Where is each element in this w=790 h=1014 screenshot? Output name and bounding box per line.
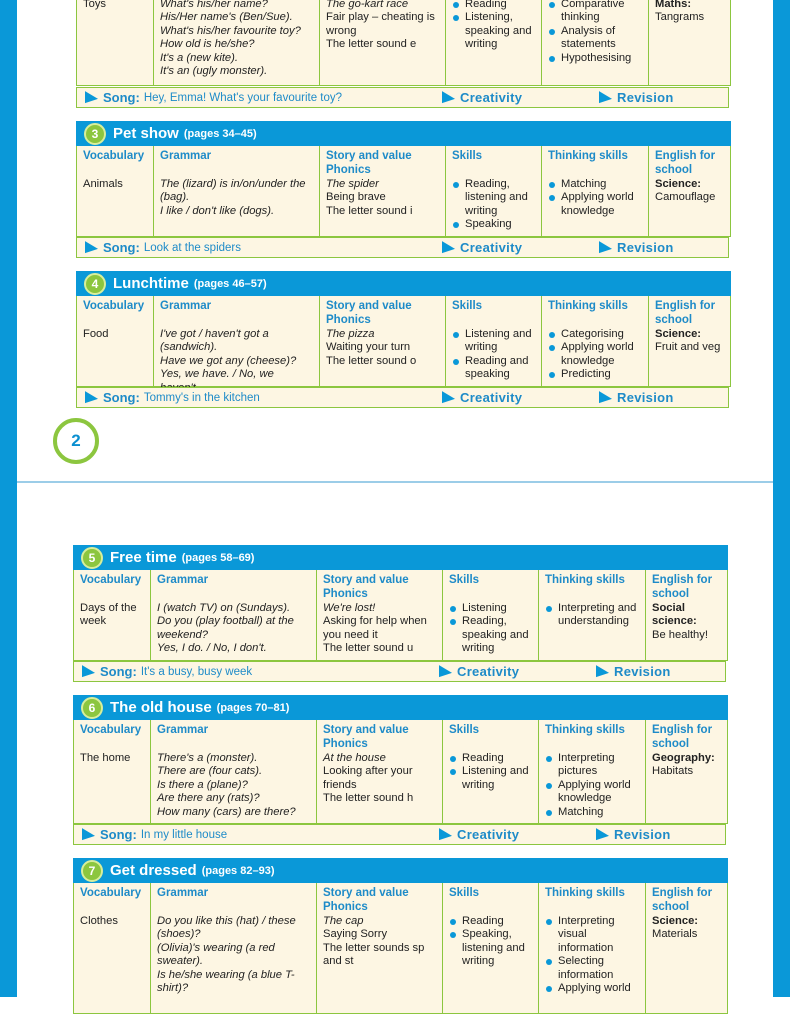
school-cell — [646, 883, 727, 1013]
thinking-cell — [539, 883, 646, 1013]
skill-list — [449, 602, 533, 656]
song-link[interactable] — [85, 240, 241, 255]
thinking-skill-item: Matching — [545, 806, 640, 819]
thinking-cell — [542, 0, 649, 85]
skill-item: Reading, speaking and writing — [449, 615, 533, 655]
story-cell — [320, 296, 446, 397]
story-line: Being brave — [326, 191, 386, 204]
school-subject: Maths: — [655, 0, 692, 10]
skill-item: Listening, speaking and writing — [452, 11, 536, 51]
flag-icon — [85, 241, 98, 255]
column-header-vocabulary: Vocabulary — [80, 574, 142, 586]
song-link[interactable] — [85, 90, 342, 105]
unit-title: Get dressed — [110, 862, 197, 879]
grammar-line: It's an (ugly monster). — [160, 65, 268, 78]
school-subject: Science: — [655, 178, 702, 190]
revision-label: Revision — [617, 240, 674, 255]
column-header-thinking: Thinking skills — [545, 724, 625, 736]
school-cell — [649, 0, 730, 85]
song-label: Song: — [103, 90, 140, 105]
column-header-thinking: Thinking skills — [548, 300, 628, 312]
grammar-line: Yes, we have. / No, we — [160, 368, 274, 381]
grammar-line: (Olivia)'s wearing (a red sweater). — [157, 941, 275, 968]
spacer — [157, 588, 311, 602]
school-topic: Camouflage — [655, 191, 716, 204]
grammar-line: There are (four cats). — [157, 765, 263, 778]
grammar-cell — [151, 720, 317, 823]
vocabulary-topic: Animals — [83, 178, 123, 190]
grammar-line: How old is he/she? — [160, 38, 255, 51]
skill-item: Reading — [452, 0, 536, 11]
unit-title: Free time — [110, 549, 177, 566]
unit-title-bar — [73, 858, 728, 883]
story-line: Waiting your turn — [326, 341, 411, 354]
skills-cell — [443, 720, 539, 823]
unit-footer — [73, 824, 726, 845]
vocabulary-cell — [74, 720, 151, 823]
thinking-skill-list — [545, 915, 640, 995]
unit-footer — [76, 237, 729, 258]
thinking-skill-item: Applying world knowledge — [545, 779, 640, 806]
unit-table — [76, 296, 731, 387]
story-line: The letter sound i — [326, 204, 413, 217]
skills-cell — [446, 146, 542, 236]
story-line: Looking after your friends — [323, 765, 413, 791]
column-header-grammar: Grammar — [157, 887, 209, 899]
story-title: The pizza — [326, 328, 375, 340]
column-header-vocabulary: Vocabulary — [83, 150, 145, 162]
column-header-skills: Skills — [449, 574, 480, 586]
story-title: At the house — [323, 752, 386, 764]
unit-title-bar — [73, 545, 728, 570]
unit-number-badge: 7 — [81, 860, 103, 882]
grammar-line: The (lizard) is in/on/under the (bag). — [160, 178, 306, 204]
unit-pages: (pages 58–69) — [181, 551, 255, 564]
column-header-story: Story and value Phonics — [326, 300, 412, 326]
skills-cell — [443, 883, 539, 1013]
thinking-skill-list — [548, 0, 643, 65]
creativity-label: Creativity — [457, 827, 520, 842]
thinking-skill-item: Applying world knowledge — [548, 191, 643, 218]
thinking-skill-item: Interpreting and understanding — [545, 602, 640, 629]
story-line: The letter sounds sp and st — [323, 941, 425, 968]
grammar-line: Yes, I do. / No, I don't. — [157, 642, 267, 655]
thinking-cell — [542, 296, 649, 397]
story-line: Fair play – cheating is wrong — [326, 11, 435, 37]
grammar-cell — [154, 146, 320, 236]
column-header-skills: Skills — [449, 887, 480, 899]
spacer — [83, 314, 148, 328]
story-title: We're lost! — [323, 602, 376, 614]
creativity-label: Creativity — [460, 390, 523, 405]
flag-icon — [85, 91, 98, 105]
school-subject: Science: — [655, 328, 702, 340]
thinking-skill-item: Interpreting pictures — [545, 752, 640, 779]
creativity-link[interactable] — [442, 390, 522, 405]
grammar-line: His/Her name's (Ben/Sue). — [160, 11, 293, 24]
thinking-skill-list — [545, 602, 640, 629]
thinking-cell — [539, 720, 646, 823]
skill-item: Listening and writing — [449, 765, 533, 792]
spacer — [160, 314, 314, 328]
story-line: The letter sound h — [323, 792, 414, 805]
flag-icon — [439, 828, 452, 842]
spacer — [80, 588, 145, 602]
column-header-grammar: Grammar — [157, 724, 209, 736]
school-cell — [649, 146, 730, 236]
skill-item: Reading and speaking — [452, 355, 536, 382]
school-cell — [646, 570, 727, 660]
column-header-thinking: Thinking skills — [545, 887, 625, 899]
unit-table — [76, 146, 731, 237]
grammar-line: Are there any (rats)? — [157, 792, 260, 805]
spacer — [548, 314, 643, 328]
skill-item: Listening and writing — [452, 328, 536, 355]
column-header-school: English for school — [652, 574, 713, 600]
thinking-skill-item: Applying world knowledge — [548, 341, 643, 368]
grammar-line: It's a (new kite). — [160, 51, 238, 64]
flag-icon — [596, 665, 609, 679]
creativity-link[interactable] — [442, 240, 522, 255]
song-link[interactable] — [82, 827, 227, 842]
school-topic: Fruit and veg — [655, 341, 721, 354]
unit-number-badge: 6 — [81, 697, 103, 719]
song-title: In my little house — [140, 828, 228, 841]
thinking-skill-list — [545, 752, 640, 819]
grammar-line: I like / don't like (dogs). — [160, 204, 275, 217]
flag-icon — [599, 91, 612, 105]
unit-pages: (pages 46–57) — [193, 277, 267, 290]
unit-pages: (pages 34–45) — [183, 127, 257, 140]
unit-footer — [76, 387, 729, 408]
grammar-cell — [151, 570, 317, 660]
spacer — [449, 588, 533, 602]
thinking-skill-item: Analysis of statements — [548, 25, 643, 52]
column-header-thinking: Thinking skills — [545, 574, 625, 586]
school-subject: Social science: — [652, 602, 697, 628]
column-header-vocabulary: Vocabulary — [80, 887, 142, 899]
unit-table — [76, 0, 731, 86]
thinking-skill-item: Applying world — [545, 982, 640, 995]
grammar-line: Is he/she wearing (a blue T-shirt)? — [157, 968, 295, 995]
story-cell — [317, 883, 443, 1013]
revision-link[interactable] — [599, 240, 674, 255]
thinking-skill-item: Selecting information — [545, 955, 640, 982]
column-header-vocabulary: Vocabulary — [83, 300, 145, 312]
creativity-link[interactable] — [439, 827, 519, 842]
vocabulary-topic: The home — [80, 752, 131, 764]
revision-link[interactable] — [596, 664, 671, 679]
story-title: The spider — [326, 178, 379, 190]
grammar-line: Have we got any (cheese)? — [160, 354, 297, 367]
column-header-story: Story and value Phonics — [326, 150, 412, 176]
story-cell — [320, 146, 446, 236]
story-line: The letter sound o — [326, 354, 417, 367]
creativity-label: Creativity — [460, 240, 523, 255]
vocabulary-cell — [77, 0, 154, 85]
grammar-line: What's his/her name? — [160, 0, 268, 10]
spacer — [449, 738, 533, 752]
skill-list — [452, 328, 536, 382]
thinking-skill-item: Predicting — [548, 368, 643, 381]
thinking-skill-item: Interpreting visual information — [545, 915, 640, 955]
thinking-skill-item: Comparative thinking — [548, 0, 643, 25]
column-header-thinking: Thinking skills — [548, 150, 628, 162]
skill-item: Listening — [449, 602, 533, 615]
unit-footer — [73, 661, 726, 682]
column-header-vocabulary: Vocabulary — [80, 724, 142, 736]
column-header-skills: Skills — [452, 300, 483, 312]
song-title: Tommy's in the kitchen — [143, 391, 260, 404]
thinking-skill-item: Categorising — [548, 328, 643, 341]
spacer — [545, 588, 640, 602]
thinking-skill-list — [548, 328, 643, 382]
revision-label: Revision — [614, 827, 671, 842]
flag-icon — [82, 665, 95, 679]
unit-title-bar — [76, 271, 731, 296]
school-cell — [649, 296, 730, 397]
thinking-cell — [539, 570, 646, 660]
school-subject: Science: — [652, 915, 699, 927]
spacer — [83, 164, 148, 178]
song-label: Song: — [100, 827, 137, 842]
revision-link[interactable] — [599, 390, 674, 405]
song-title: Hey, Emma! What's your favourite toy? — [143, 91, 343, 104]
flag-icon — [442, 91, 455, 105]
flag-icon — [82, 828, 95, 842]
song-title: Look at the spiders — [143, 241, 241, 254]
grammar-line: Is there a (plane)? — [157, 778, 248, 791]
vocabulary-topic: Days of the week — [80, 602, 137, 628]
unit-table — [73, 883, 728, 1014]
spacer — [452, 314, 536, 328]
thinking-skill-list — [548, 178, 643, 218]
thinking-skill-item: Matching — [548, 178, 643, 191]
column-header-school: English for school — [655, 300, 716, 326]
school-topic: Tangrams — [655, 11, 705, 24]
revision-link[interactable] — [596, 827, 671, 842]
unit-table — [73, 570, 728, 661]
spacer — [160, 164, 314, 178]
skill-list — [452, 178, 536, 232]
revision-link[interactable] — [599, 90, 674, 105]
column-header-grammar: Grammar — [157, 574, 209, 586]
flag-icon — [442, 391, 455, 405]
column-header-story: Story and value Phonics — [323, 724, 409, 750]
grammar-cell — [151, 883, 317, 1013]
song-label: Song: — [103, 240, 140, 255]
flag-icon — [85, 391, 98, 405]
story-line: The letter sound e — [326, 38, 417, 51]
thinking-cell — [542, 146, 649, 236]
left-page-edge — [0, 0, 17, 997]
grammar-cell — [154, 296, 320, 397]
story-cell — [317, 720, 443, 823]
page-divider — [17, 481, 773, 483]
unit-title-bar — [73, 695, 728, 720]
unit-table — [73, 720, 728, 824]
revision-label: Revision — [617, 90, 674, 105]
skill-item: Reading — [449, 752, 533, 765]
vocabulary-cell — [77, 146, 154, 236]
skill-item: Reading, listening and writing — [452, 178, 536, 218]
grammar-cell — [154, 0, 320, 85]
skills-cell — [446, 296, 542, 397]
vocabulary-cell — [74, 883, 151, 1013]
unit-number-badge: 3 — [84, 123, 106, 145]
page-number: 2 — [53, 418, 99, 464]
story-title: The go-kart race — [326, 0, 409, 10]
vocabulary-cell — [74, 570, 151, 660]
grammar-line: I've got / haven't got a (sandwich). — [160, 328, 269, 354]
spacer — [545, 738, 640, 752]
skill-item: Speaking, listening and writing — [449, 928, 533, 968]
grammar-line: Do you (play football) at the weekend? — [157, 615, 294, 641]
skill-item: Reading — [449, 915, 533, 928]
unit-title: The old house — [110, 699, 212, 716]
right-page-edge — [773, 0, 790, 997]
song-link[interactable] — [85, 390, 260, 405]
grammar-line: What's his/her favourite toy? — [160, 24, 301, 37]
creativity-link[interactable] — [439, 664, 519, 679]
vocabulary-topic: Clothes — [80, 915, 118, 927]
vocabulary-topic: Toys — [83, 0, 107, 10]
thinking-skill-item: Hypothesising — [548, 52, 643, 65]
flag-icon — [596, 828, 609, 842]
skills-cell — [443, 570, 539, 660]
spacer — [449, 901, 533, 915]
spacer — [80, 901, 145, 915]
story-cell — [317, 570, 443, 660]
flag-icon — [599, 241, 612, 255]
skill-item: Speaking — [452, 218, 536, 231]
unit-title: Lunchtime — [113, 275, 189, 292]
skills-cell — [446, 0, 542, 85]
story-line: Saying Sorry — [323, 928, 388, 941]
story-line: Asking for help when you need it — [323, 615, 427, 641]
unit-title-bar — [76, 121, 731, 146]
skill-list — [449, 752, 533, 792]
grammar-line: There's a (monster). — [157, 752, 258, 764]
spacer — [157, 901, 311, 915]
story-title: The cap — [323, 915, 364, 927]
spacer — [452, 164, 536, 178]
column-header-grammar: Grammar — [160, 150, 212, 162]
column-header-story: Story and value Phonics — [323, 574, 409, 600]
school-cell — [646, 720, 727, 823]
vocabulary-cell — [77, 296, 154, 397]
story-line: The letter sound u — [323, 642, 414, 655]
flag-icon — [439, 665, 452, 679]
skill-list — [452, 0, 536, 52]
column-header-school: English for school — [652, 724, 713, 750]
grammar-line: Do you like this (hat) / these (shoes)? — [157, 915, 296, 941]
song-label: Song: — [100, 664, 137, 679]
school-topic: Habitats — [652, 765, 694, 778]
song-title: It's a busy, busy week — [140, 665, 253, 678]
creativity-label: Creativity — [460, 90, 523, 105]
unit-number-badge: 5 — [81, 547, 103, 569]
grammar-line: I (watch TV) on (Sundays). — [157, 602, 291, 614]
school-subject: Geography: — [652, 752, 715, 764]
grammar-line: How many (cars) are there? — [157, 805, 296, 818]
story-cell — [320, 0, 446, 85]
column-header-school: English for school — [652, 887, 713, 913]
spacer — [80, 738, 145, 752]
school-topic: Materials — [652, 928, 698, 941]
column-header-school: English for school — [655, 150, 716, 176]
unit-pages: (pages 82–93) — [201, 864, 275, 877]
column-header-skills: Skills — [449, 724, 480, 736]
unit-pages: (pages 70–81) — [216, 701, 290, 714]
revision-label: Revision — [614, 664, 671, 679]
column-header-story: Story and value Phonics — [323, 887, 409, 913]
unit-number-badge: 4 — [84, 273, 106, 295]
song-label: Song: — [103, 390, 140, 405]
flag-icon — [599, 391, 612, 405]
unit-footer — [76, 87, 729, 108]
creativity-link[interactable] — [442, 90, 522, 105]
flag-icon — [442, 241, 455, 255]
revision-label: Revision — [617, 390, 674, 405]
school-topic: Be healthy! — [652, 628, 708, 641]
column-header-grammar: Grammar — [160, 300, 212, 312]
spacer — [545, 901, 640, 915]
spacer — [157, 738, 311, 752]
vocabulary-topic: Food — [83, 328, 109, 340]
creativity-label: Creativity — [457, 664, 520, 679]
spacer — [548, 164, 643, 178]
unit-title: Pet show — [113, 125, 179, 142]
column-header-skills: Skills — [452, 150, 483, 162]
song-link[interactable] — [82, 664, 252, 679]
skill-list — [449, 915, 533, 969]
